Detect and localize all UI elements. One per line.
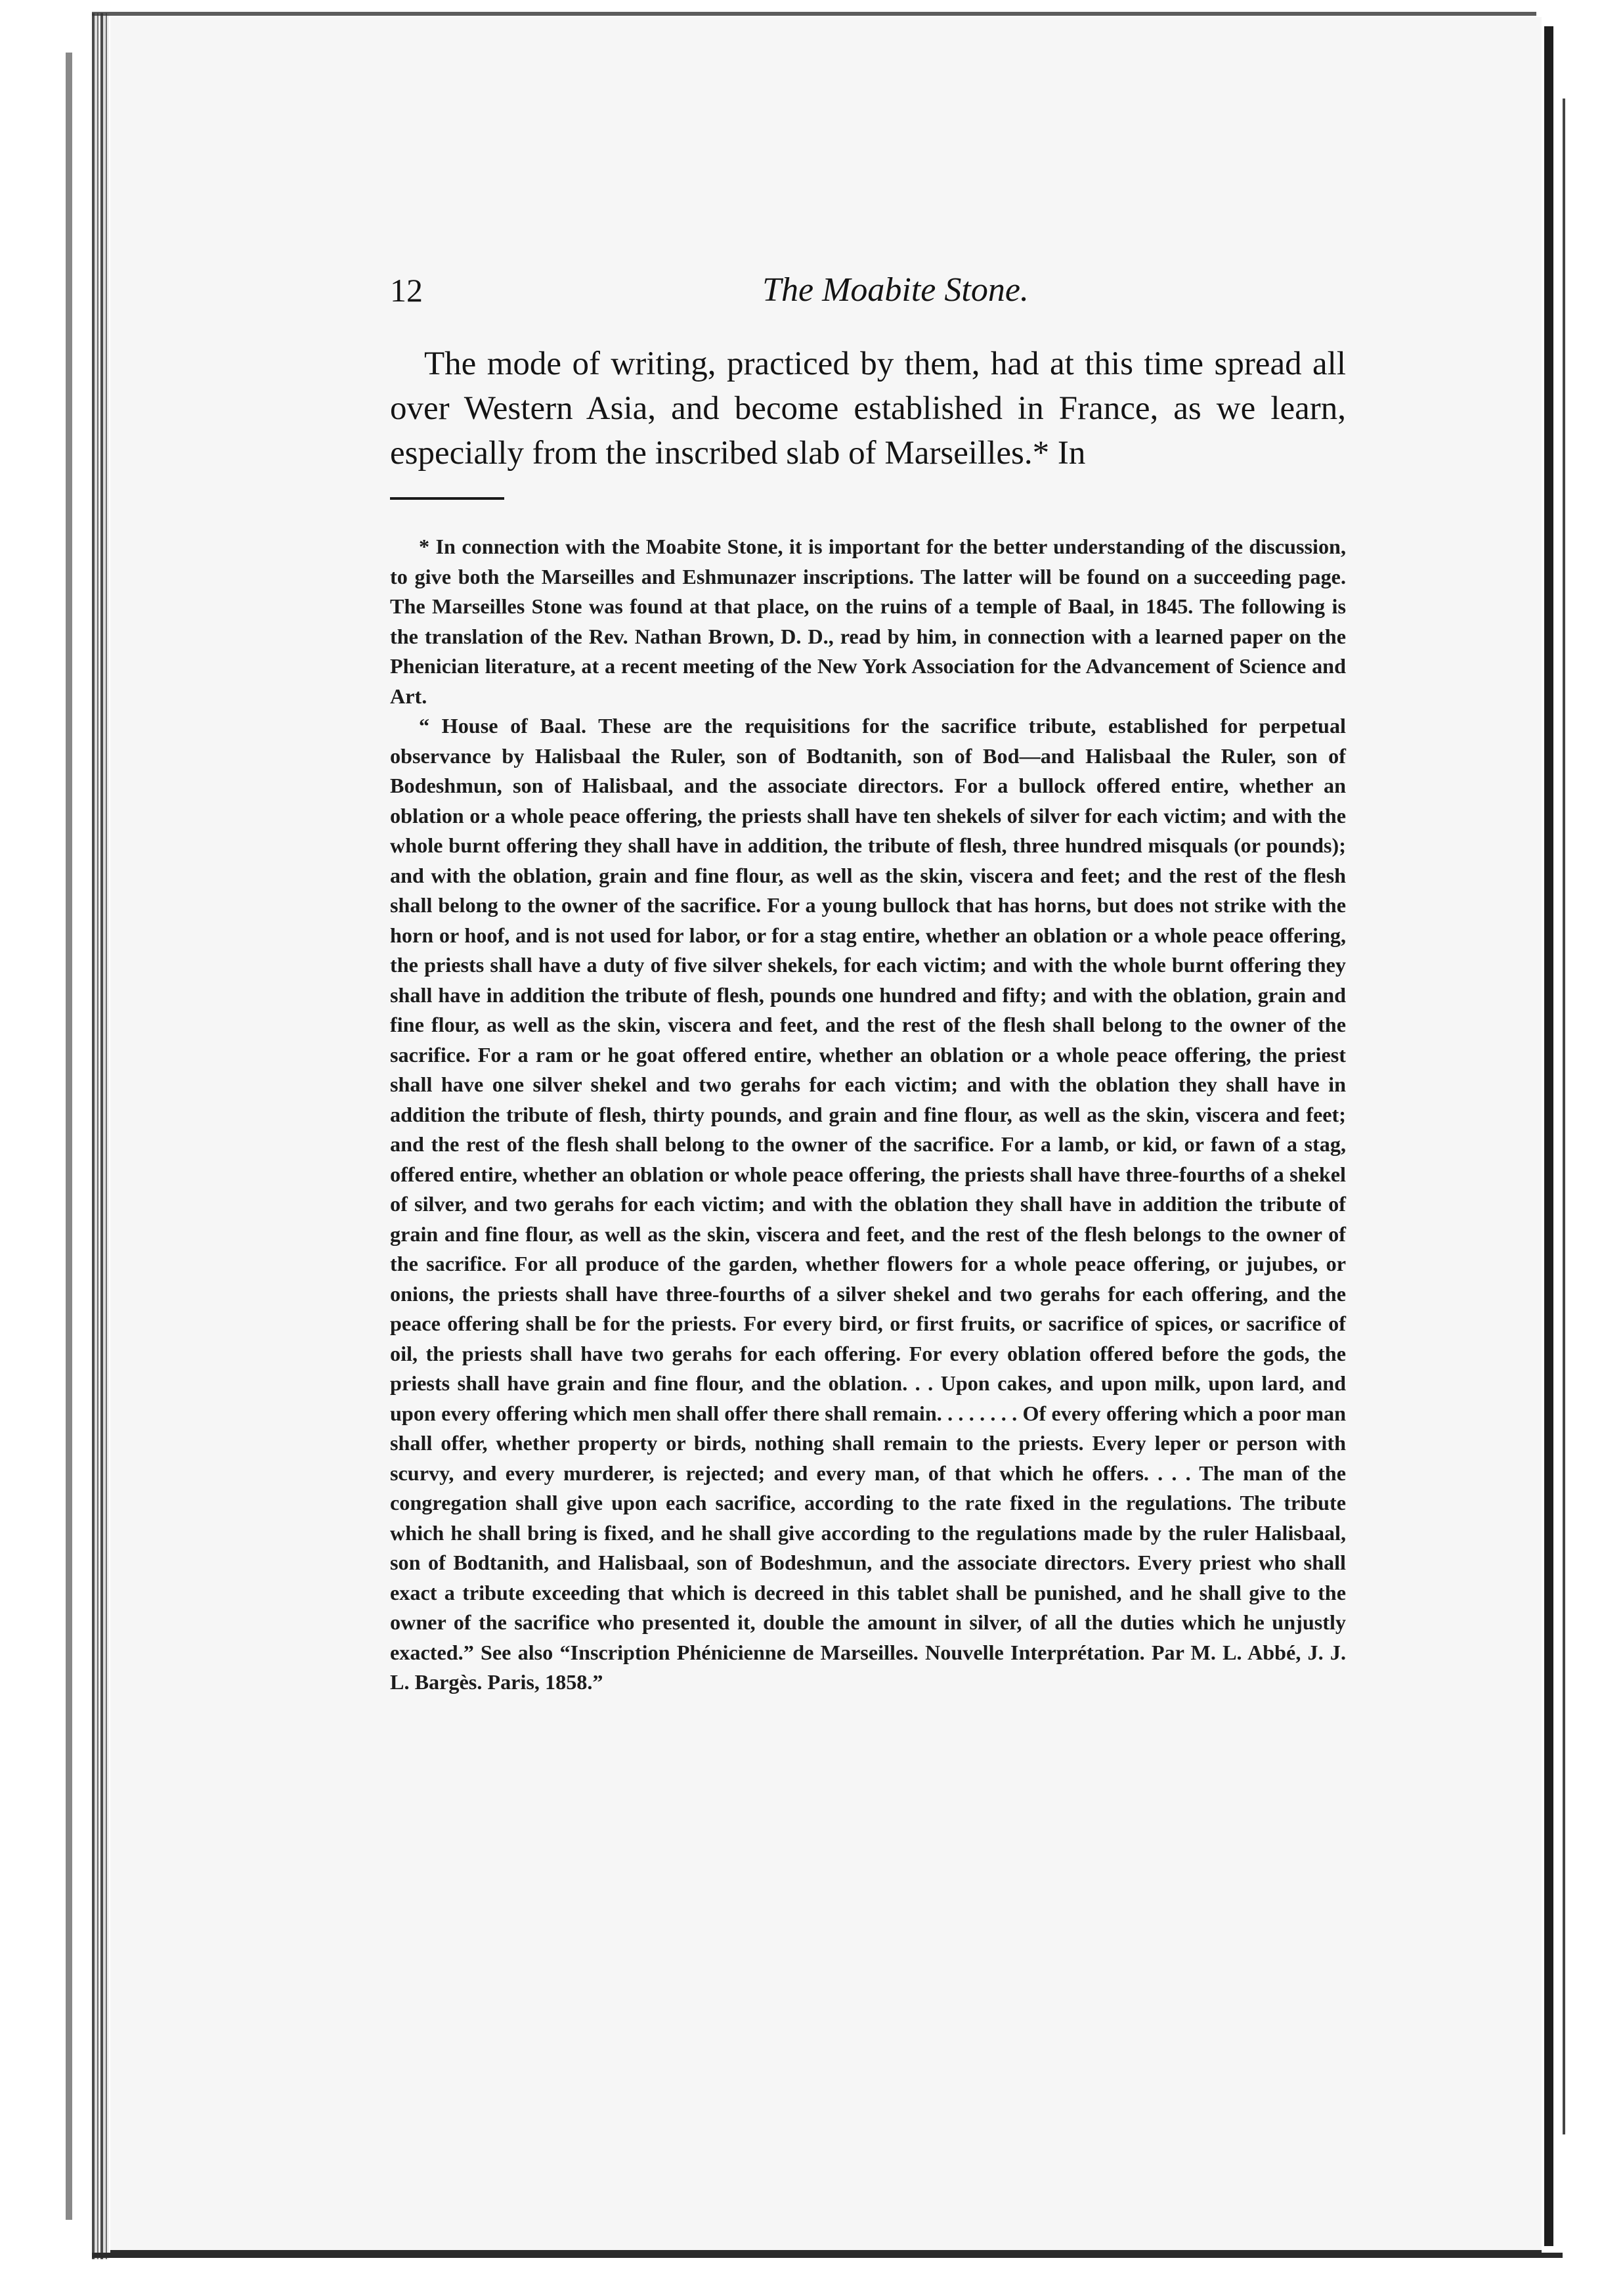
- page-edge-bottom: [92, 2253, 1563, 2258]
- next-page-edge: [1563, 99, 1565, 2134]
- running-head: [390, 264, 1362, 317]
- footnote-intro: * In connection with the Moabite Stone, it is important for the better understanding of the discussion, to give both the Marseilles and Eshmunazer inscriptions. The latter will be found on a succeeding page. The Marseilles Stone was found at that place, on the ruins of a temple of Baal, in 1845. The following is the translation of the Rev. Nathan Brown, D. D., read by him, in connection with a learned paper on the Phenician literature, at a recent meeting of the New York Association for the Advancement of Science and Art.: [390, 535, 1346, 708]
- main-paragraph: The mode of writing, practiced by them, had at this time spread all over Western Asia, and become established in France, as we learn, especially from the inscribed slab of Marseilles.* In: [390, 345, 1346, 472]
- footnote-rule: [390, 497, 504, 500]
- book-spine-shadow: [66, 53, 72, 2220]
- footnote-block: [390, 532, 1346, 1698]
- page-stack-edge-left: [92, 13, 109, 2259]
- page-number: 12: [390, 272, 423, 309]
- page-title: The Moabite Stone.: [762, 271, 1029, 309]
- page-edge-top: [92, 12, 1536, 16]
- footnote-quote: “ House of Baal. These are the requisitions for the sacrifice tribute, established for perpetual observance by Halisbaal the Ruler, son of Bodtanith, son of Bod—and Halisbaal the Ruler, son of Bodeshmun, son of Halisbaal, and the associate directors. For a bullock offered entire, whether an oblation or a whole peace offering, the priests shall have ten shekels of silver for each victim; and with the whole burnt offering they shall have in addition, the tribute of flesh, three hundred misquals (or pounds); and with the oblation, grain and fine flour, as well as the skin, viscera and feet; and the rest of the flesh shall belong to the owner of the sacrifice. For a young bullock that has horns, but does not strike with the horn or hoof, and is not used for labor, or for a stag entire, whether an oblation or a whole peace offering, the priests shall have a duty of five silver shekels, for each victim; and with the whole burnt offering they shall have in addition the tribute of flesh, pounds one hundred and fifty; and with the oblation, grain and fine flour, as well as the skin, viscera and feet, and the rest of the flesh shall belong to the owner of the sacrifice. For a ram or he goat offered entire, whether an oblation or a whole peace offering, the priest shall have one silver shekel and two gerahs for each victim; and with the oblation they shall have in addition the tribute of flesh, thirty pounds, and grain and fine flour, as well as the skin, viscera and feet; and the rest of the flesh shall belong to the owner of the sacrifice. For a lamb, or kid, or fawn of a stag, offered entire, whether an oblation or whole peace offering, the priests shall have three-fourths of a shekel of silver, and two gerahs for each victim; and with the oblation they shall have in addition the tribute of grain and fine flour, as well as the skin, viscera and feet, and the rest of the flesh belongs to the owner of the sacrifice. For all produce of the garden, whether flowers for a whole peace offering, or jujubes, or onions, the priests shall have three-fourths of a silver shekel and two gerahs for each offering, and the peace offering shall be for the priests. For every bird, or first fruits, or sacrifice of spices, or sacrifice of oil, the priests shall have two gerahs for each offering. For every oblation offered before the gods, the priests shall have grain and fine flour, and the oblation. . . Upon cakes, and upon milk, upon lard, and upon every offering which men shall offer there shall remain. . . . . . . . Of every offering which a poor man shall offer, whether property or birds, nothing shall remain to the priests. Every leper or person with scurvy, and every murderer, is rejected; and every man, of that which he offers. . . . The man of the congregation shall give upon each sacrifice, according to the rate fixed in the regulations. The tribute which he shall bring is fixed, and he shall give according to the regulations made by the ruler Halisbaal, son of Bodtanith, and Halisbaal, son of Bodeshmun, and the associate directors. Every priest who shall exact a tribute exceeding that which is decreed in this tablet shall be punished, and he shall give to the owner of the sacrifice who presented it, double the amount in silver, of all the duties which he unjustly exacted.” See also “Inscription Phénicienne de Marseilles. Nouvelle Interprétation. Par M. L. Abbé, J. J. L. Bargès. Paris, 1858.”: [390, 714, 1346, 1694]
- page-edge-right: [1544, 26, 1553, 2246]
